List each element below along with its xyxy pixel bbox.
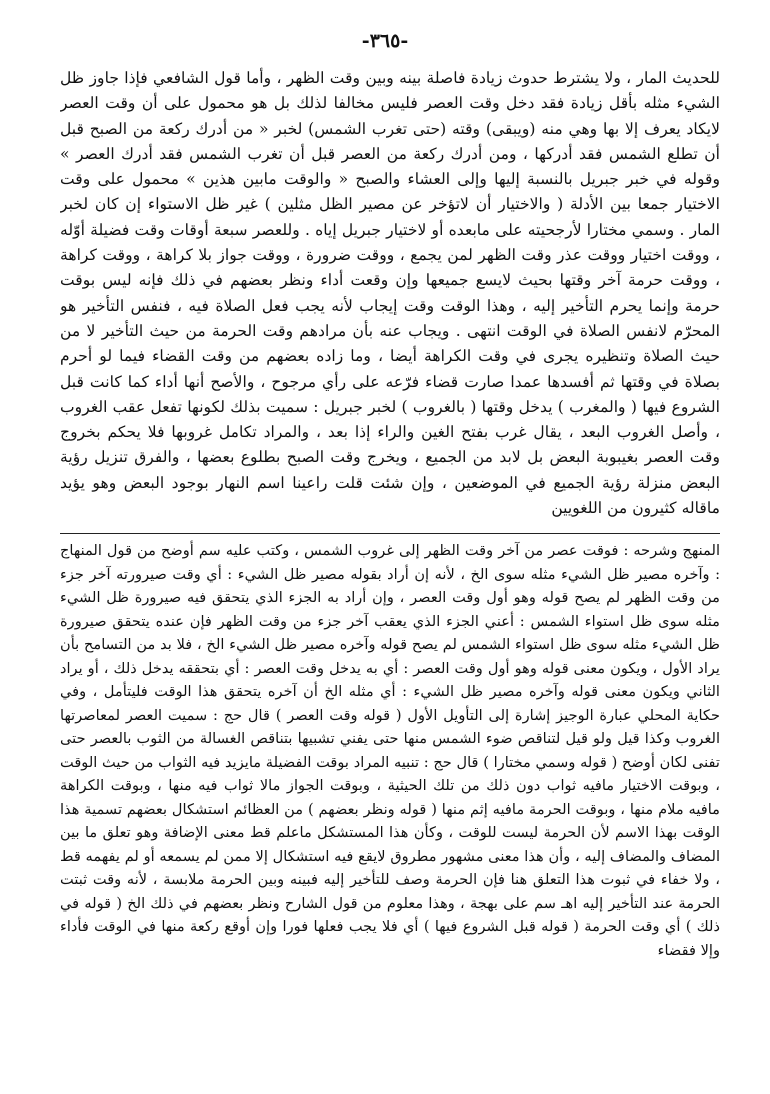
commentary-block bbox=[60, 539, 720, 1069]
main-text-block bbox=[60, 66, 720, 524]
footnote-divider bbox=[60, 533, 720, 534]
commentary-paragraph: المنهج وشرحه : فوقت عصر من آخر وقت الظهر إلى غروب الشمس ، وكتب عليه سم أوضح من قول المنهاج : وآخره مصير ظل الشيء مثله سوى الخ ، لأنه إن أراد بقوله مصير ظل الشيء : أي وقت صيرورته آخر جزء من وقت الظهر لم يصح قوله وهو أول وقت العصر ، وإن أراد به الجزء الذي يتحقق فيه صيرورة ظل الشيء مثله سوى ظل استواء الشمس : أعني الجزء الذي يعقب آخر جزء من وقت الظهر فإن عنده يتحقق صيرورة ظل الشيء مثله سوى ظل استواء الشمس لم يصح قوله وآخره مصير ظل الشيء الخ ، فلا بد من التسامح بأن يراد الأول ، ويكون معنى قوله وهو أول وقت العصر : أي به يدخل وقت العصر : أي بتحققه يدخل ذلك ، أو يراد الثاني ويكون معنى قوله وآخره مصير ظل الشيء : أي مثله الخ أن آخره يتحقق هذا الوقت فليتأمل ، وفي حكاية المحلي عبارة الوجيز إشارة إلى التأويل الأول ( قوله وقت العصر ) قال حج : سميت العصر لمعاصرتها الغروب وكذا قيل ولو قيل لتناقص ضوء الشمس منها حتى يفني تشبيها بتناقص الغسالة من الثوب بالعصر حتى تفنى لكان أوضح ( قوله وسمي مختارا ) قال حج : تنبيه المراد بوقت الفضيلة مايزيد فيه الثواب من حيث الوقت ، وبوقت الاختيار مافيه ثواب دون ذلك من تلك الحيثية ، وبوقت الجواز مالا ثواب فيه منها ، وبوقت الكراهة مافيه ملام منها ، وبوقت الحرمة مافيه إثم منها ( قوله ونظر بعضهم ) من العظائم استشكال بعضهم تسمية هذا الوقت بهذا الاسم لأن الحرمة ليست للوقت ، وكأن هذا المستشكل ماعلم قط معنى الإضافة وهو تعلق ما بين المضاف والمضاف إليه ، وأن هذا معنى مشهور مطروق لايقع فيه استشكال إلا ممن لم يسمعه أو لم يفهمه قط ، ولا خفاء في ثبوت هذا التعلق هنا فإن الحرمة وصف للتأخير إليه فبينه وبين الحرمة ملابسة ، لأنه وقت ثبتت الحرمة عند التأخير إليه اهـ سم على بهجة ، وهذا معلوم من قول الشارح ونظر بعضهم في ذلك الخ ( قوله في ذلك ) أي وقت الحرمة ( قوله قبل الشروع فيها ) أي فلا يجب فعلها فورا وإن أوقع ركعة منها في الوقت فأداء وإلا فقضاء bbox=[60, 542, 720, 959]
page-number: -٣٦٥- bbox=[361, 30, 409, 52]
main-text-paragraph: للحديث المار ، ولا يشترط حدوث زيادة فاصلة بينه وبين وقت الظهر ، وأما قول الشافعي فإذا جاوز ظل الشيء مثله بأقل زيادة فقد دخل وقت العصر فليس مخالفا لذلك بل هو محمول على أن وقت العصر لايكاد يعرف إلا بها وهي منه (ويبقى) وقته (حتى تغرب الشمس) لخبر « من أدرك ركعة من الصبح قبل أن تطلع الشمس فقد أدركها ، ومن أدرك ركعة من العصر قبل أن تغرب الشمس فقد أدرك العصر » وقوله في خبر جبريل بالنسبة إليها وإلى العشاء والصبح « والوقت مابين هذين » محمول على وقت الاختيار جمعا بين الأدلة ( والاختيار أن لاتؤخر عن مصير الظل مثلين ) غير ظل الاستواء إن كان لخبر المار . وسمي مختارا لأرجحيته على مابعده أو لاختيار جبريل إياه . وللعصر سبعة أوقات وقت فضيلة أوّله ، ووقت اختيار ووقت عذر وقت الظهر لمن يجمع ، ووقت ضرورة ، ووقت جواز بلا كراهة ، ووقت كراهة ، ووقت حرمة آخر وقتها بحيث لايسع جميعها وإن وقعت أداء ونظر بعضهم في ذلك فإنه ليس بوقت حرمة وإنما يحرم التأخير إليه ، وهذا الوقت وقت إيجاب لأنه يجب فعل الصلاة فيه ، فنفس التأخير هو المحرّم لانفس الصلاة في الوقت انتهى . ويجاب عنه بأن مرادهم وقت الحرمة من حيث التأخير لا من حيث الصلاة وتنظيره يجرى في وقت الكراهة أيضا ، وما زاده بعضهم من وقت القضاء فيما لو أحرم بصلاة في وقتها ثم أفسدها عمدا صارت قضاء فرّعه على رأي مرجوح ، والأصح أنها أداء كما كانت قبل الشروع فيها ( والمغرب ) يدخل وقتها ( بالغروب ) لخبر جبريل : سميت بذلك لكونها تفعل عقب الغروب ، وأصل الغروب البعد ، يقال غرب بفتح الغين والراء إذا بعد ، والمراد تكامل غروبها فلا يحكم بخروج وقت العصر بغيبوبة البعض بل لابد من الجميع ، ويخرج وقت الصبح بطلوع بعضها ، والفرق تنزيل رؤية البعض منزلة رؤية الجميع في الموضعين ، وإن شئت قلت راعينا اسم النهار بوجود البعض وهو يؤيد ماقاله كثيرون من اللغويين bbox=[60, 69, 720, 518]
